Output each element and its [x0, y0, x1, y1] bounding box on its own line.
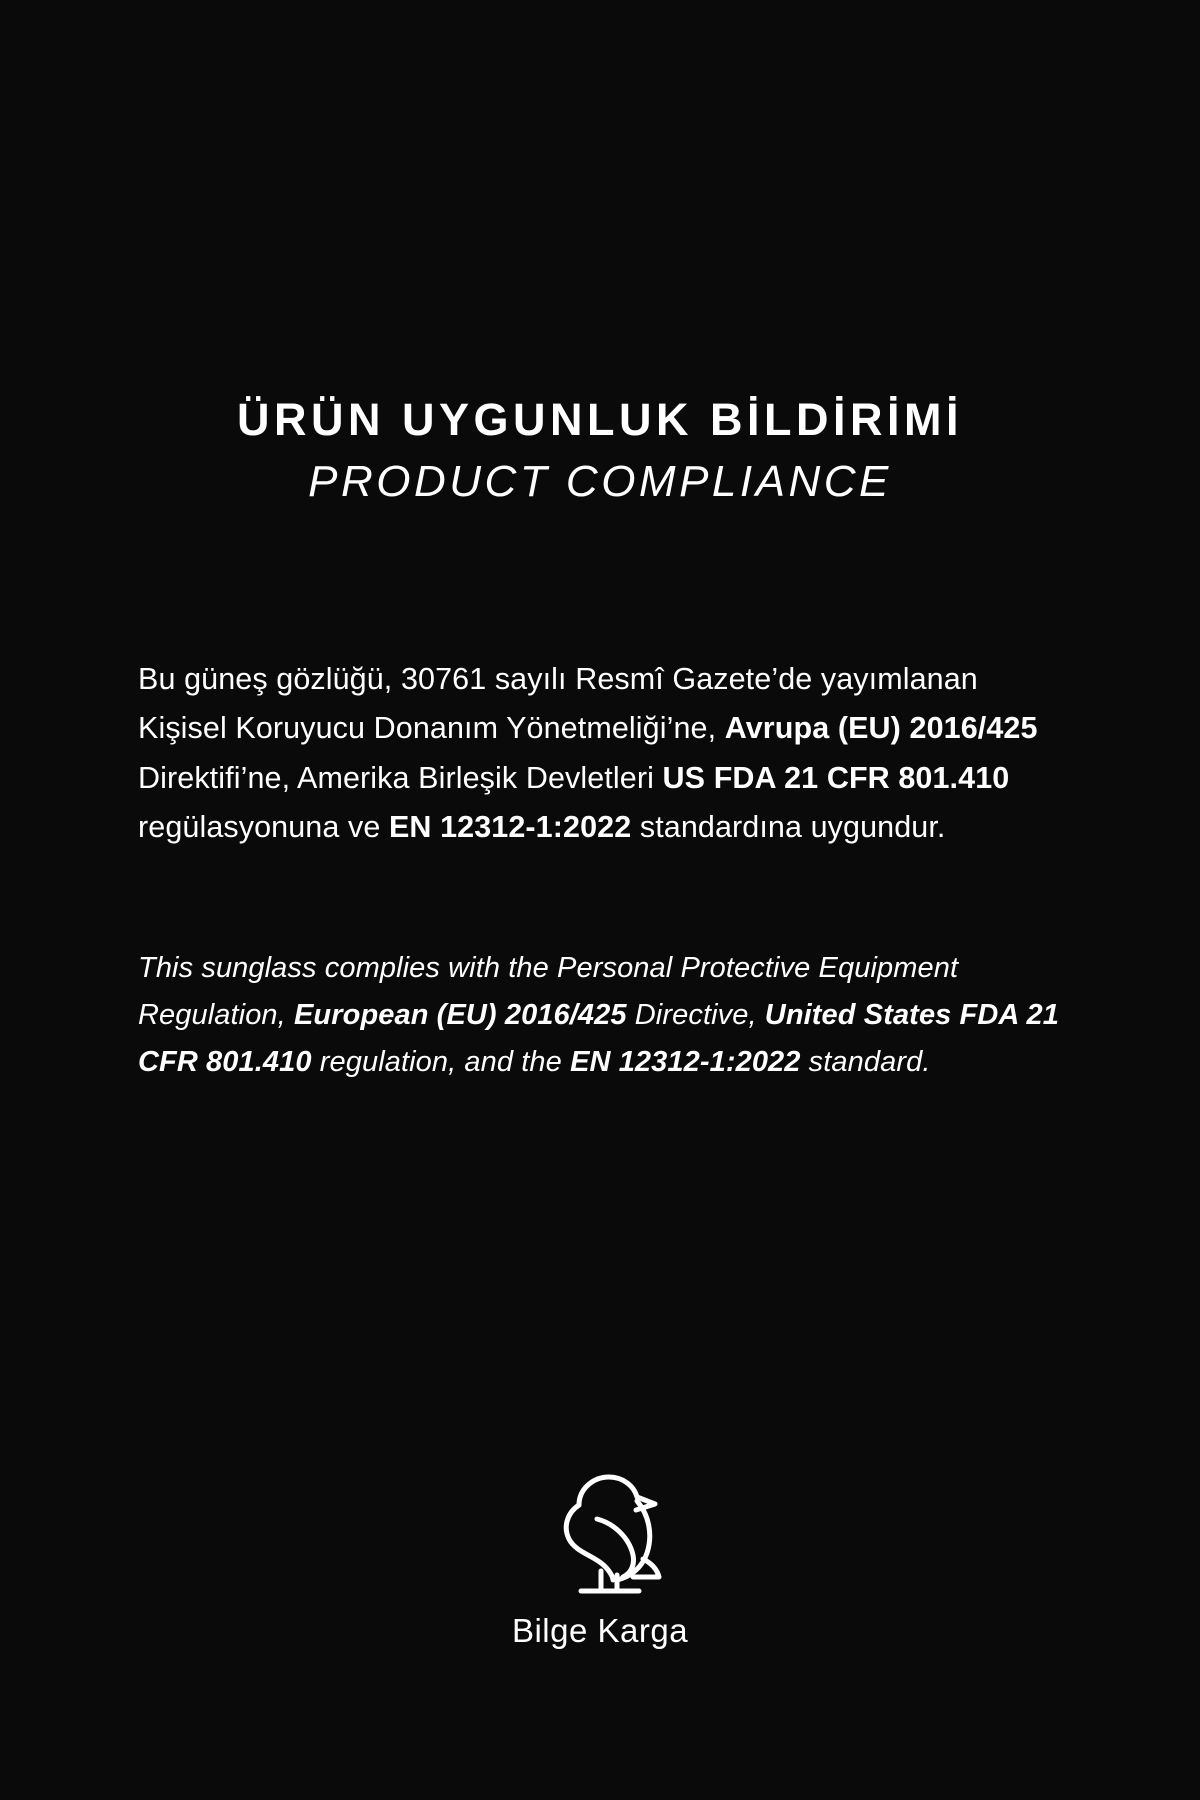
- crow-bird-icon: [535, 1467, 665, 1602]
- page-title-turkish: ÜRÜN UYGUNLUK BİLDİRİMİ: [237, 394, 963, 445]
- page-title-english: PRODUCT COMPLIANCE: [308, 456, 892, 506]
- brand-block: [0, 1467, 1200, 1650]
- compliance-paragraph-english: This sunglass complies with the Personal Protective Equipment Regulation, European (EU) 2016/425 Directive, United States FDA 21 CFR 801.410 regulation, and the EN 12312-1:2022 standard.: [138, 951, 1059, 1079]
- brand-name: Bilge Karga: [511, 1612, 689, 1649]
- compliance-paragraph-turkish: Bu güneş gözlüğü, 30761 sayılı Resmî Gazete’de yayımlanan Kişisel Koruyucu Donanım Yönetmeliği’ne, Avrupa (EU) 2016/425 Direktifi’ne, Amerika Birleşik Devletleri US FDA 21 CFR 801.410 regülasyonuna ve EN 12312-1:2022 standardına uygundur.: [138, 662, 1038, 845]
- body-block: [138, 655, 1062, 1086]
- title-block: [0, 395, 1200, 507]
